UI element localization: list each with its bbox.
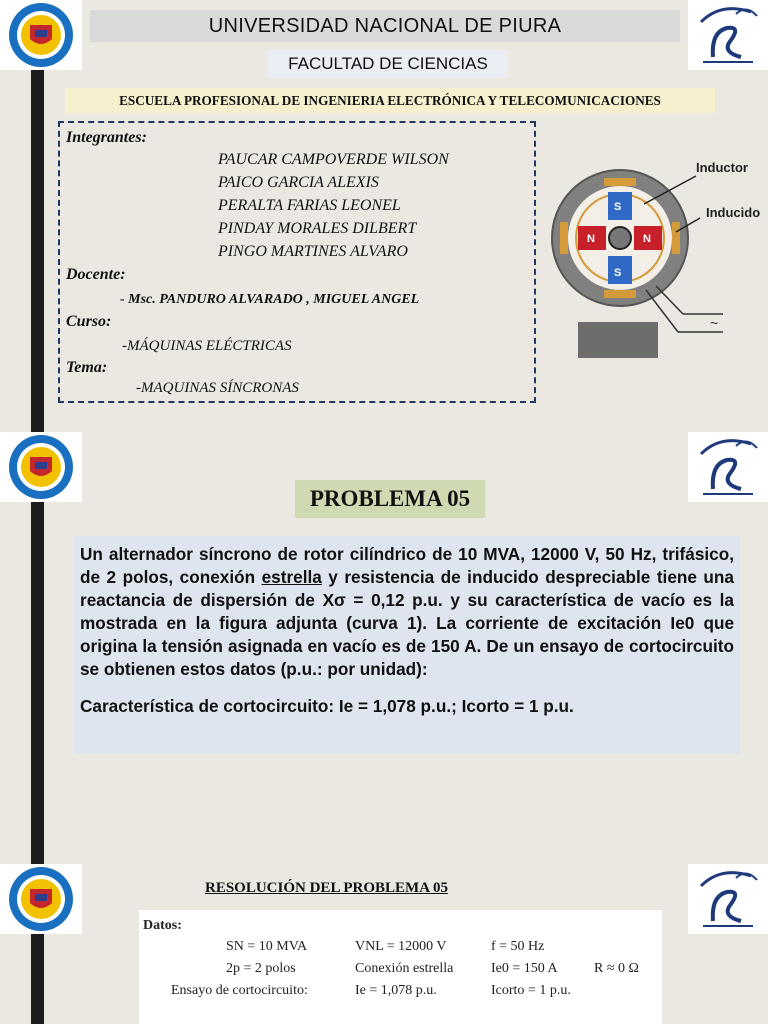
resolution-title: RESOLUCIÓN DEL PROBLEMA 05	[205, 880, 448, 896]
problem-text-underlined: estrella	[261, 567, 322, 587]
given-value: Ensayo de cortocircuito:	[171, 983, 308, 998]
faculty-logo-top	[688, 0, 768, 70]
tema-value: -MAQUINAS SÍNCRONAS	[136, 380, 299, 396]
university-logo-middle	[0, 432, 82, 502]
problem-title: PROBLEMA 05	[295, 480, 485, 518]
team-info-box	[58, 121, 536, 403]
given-value: f = 50 Hz	[491, 939, 545, 954]
datos-label: Datos:	[143, 918, 182, 933]
given-value: Ie = 1,078 p.u.	[355, 983, 437, 998]
given-value: Icorto = 1 p.u.	[491, 983, 571, 998]
curso-value: -MÁQUINAS ELÉCTRICAS	[122, 338, 292, 354]
inducido-label: Inducido	[706, 205, 761, 220]
problem-statement	[80, 543, 734, 681]
university-logo-top	[0, 0, 82, 70]
integrantes-label: Integrantes:	[66, 129, 147, 146]
member-name: PAICO GARCIA ALEXIS	[218, 174, 379, 191]
university-logo-bottom	[0, 864, 82, 934]
docente-name: - Msc. PANDURO ALVARADO , MIGUEL ANGEL	[120, 292, 420, 307]
pole-label-n: N	[643, 233, 651, 245]
machine-base	[578, 322, 658, 358]
given-value: SN = 10 MVA	[226, 939, 308, 954]
pole-label-s: S	[614, 267, 622, 279]
pole-label-s: S	[614, 201, 622, 213]
problem-text-part: y resistencia de inducido despreciable tiene una reactancia de dispersión de Xσ = 0,12 p.u. y su característica de vacío es la mostrada en la figura adjunta (curva 1). La corriente de excitación Ie0 que origina la tensión asignada en vacío es de 150 A. De un ensayo de cortocircuito se obtienen estos datos (p.u.: por unidad):	[80, 567, 734, 679]
given-value: VNL = 12000 V	[355, 939, 447, 954]
given-value: R ≈ 0 Ω	[594, 961, 639, 976]
ac-symbol: ~	[710, 315, 719, 331]
docente-label: Docente:	[66, 266, 126, 283]
faculty-logo-middle	[688, 432, 768, 502]
school-title: ESCUELA PROFESIONAL DE INGENIERIA ELECTRÓNICA Y TELECOMUNICACIONES	[65, 88, 715, 113]
member-name: PERALTA FARIAS LEONEL	[218, 197, 401, 214]
problem-text-part: Un alternador síncrono de rotor cilíndrico de 10 MVA, 12000 V, 50 Hz, trifásico, de 2 polos, conexión	[80, 544, 734, 587]
member-name: PINGO MARTINES ALVARO	[218, 243, 408, 260]
given-value: Conexión estrella	[355, 961, 454, 976]
curso-label: Curso:	[66, 313, 112, 330]
university-title: UNIVERSIDAD NACIONAL DE PIURA	[90, 10, 680, 42]
given-value: Ie0 = 150 A	[491, 961, 558, 976]
faculty-logo-bottom	[688, 864, 768, 934]
short-circuit-characteristic: Característica de cortocircuito: Ie = 1,078 p.u.; Icorto = 1 p.u.	[80, 696, 574, 716]
inductor-label: Inductor	[696, 160, 748, 175]
problem-statement-box	[74, 536, 740, 754]
tema-label: Tema:	[66, 359, 108, 376]
pole-label-n: N	[587, 233, 595, 245]
given-value: 2p = 2 polos	[226, 961, 296, 976]
synchronous-machine-figure	[548, 142, 768, 364]
given-data-box	[139, 910, 662, 1024]
faculty-title: FACULTAD DE CIENCIAS	[268, 50, 508, 78]
member-name: PAUCAR CAMPOVERDE WILSON	[218, 151, 449, 168]
member-name: PINDAY MORALES DILBERT	[218, 220, 417, 237]
